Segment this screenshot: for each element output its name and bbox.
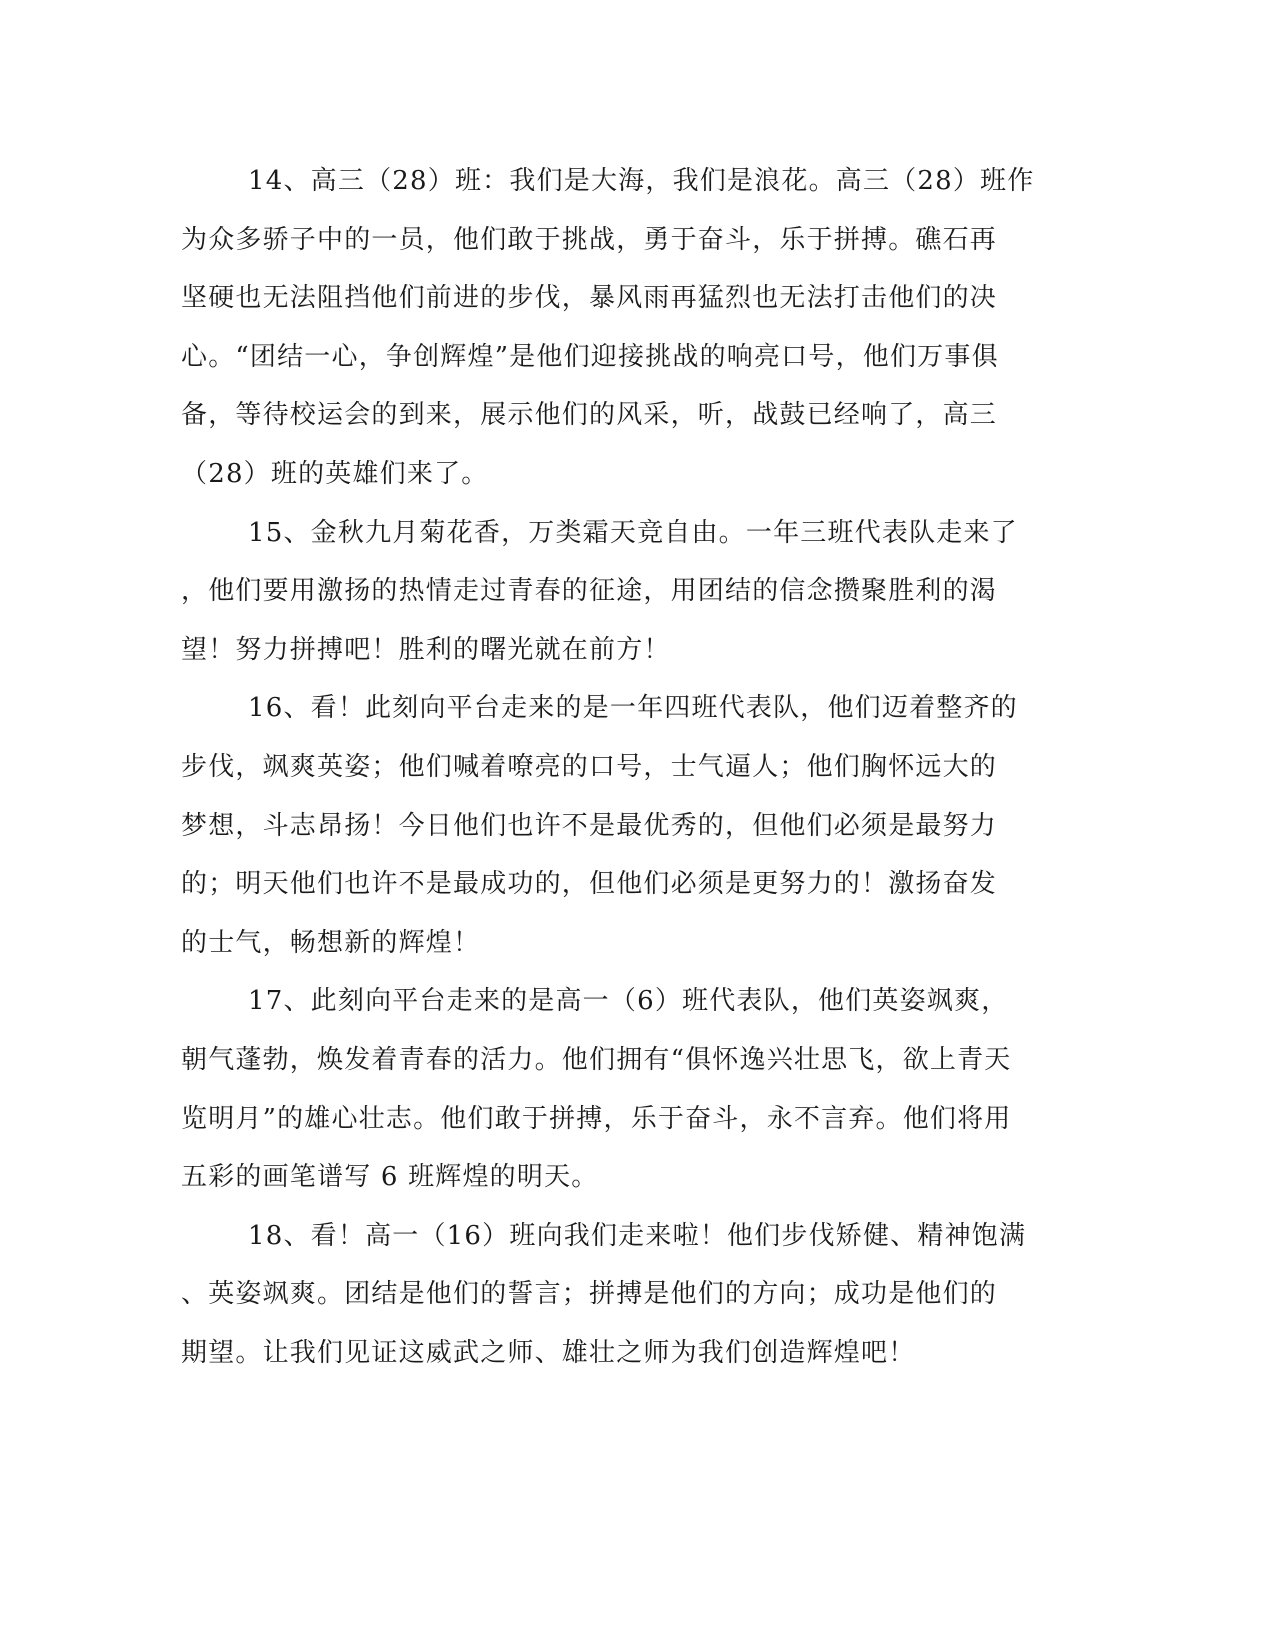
paragraph-14-line-1: 14、高三（28）班：我们是大海，我们是浪花。高三（28）班作 [248, 166, 1035, 196]
paragraph-16-line-1: 16、看！此刻向平台走来的是一年四班代表队，他们迈着整齐的 [248, 693, 1018, 723]
paragraph-14-line-6: （28）班的英雄们来了。 [181, 459, 489, 489]
paragraph-16-line-4: 的；明天他们也许不是最成功的，但他们必须是更努力的！激扬奋发 [181, 869, 998, 899]
paragraph-14-line-4: 心。“团结一心，争创辉煌”是他们迎接挑战的响亮口号，他们万事俱 [181, 342, 999, 372]
paragraph-16-line-2: 步伐，飒爽英姿；他们喊着嘹亮的口号，士气逼人；他们胸怀远大的 [181, 752, 998, 782]
paragraph-17-line-2: 朝气蓬勃，焕发着青春的活力。他们拥有“俱怀逸兴壮思飞，欲上青天 [181, 1045, 1012, 1075]
paragraph-14-line-5: 备，等待校运会的到来，展示他们的风采，听，战鼓已经响了，高三 [181, 400, 998, 430]
paragraph-16-line-5: 的士气，畅想新的辉煌！ [181, 928, 481, 958]
paragraph-17-line-4: 五彩的画笔谱写 6 班辉煌的明天。 [181, 1162, 599, 1192]
paragraph-17-line-1: 17、此刻向平台走来的是高一（6）班代表队，他们英姿飒爽， [248, 986, 1009, 1016]
paragraph-15-line-1: 15、金秋九月菊花香，万类霜天竞自由。一年三班代表队走来了 [248, 518, 1018, 548]
paragraph-18-line-3: 期望。让我们见证这威武之师、雄壮之师为我们创造辉煌吧！ [181, 1338, 916, 1368]
paragraph-14-line-2: 为众多骄子中的一员，他们敢于挑战，勇于奋斗，乐于拼搏。礁石再 [181, 225, 998, 255]
paragraph-18-line-1: 18、看！高一（16）班向我们走来啦！他们步伐矫健、精神饱满 [248, 1221, 1027, 1251]
paragraph-17-line-3: 览明月”的雄心壮志。他们敢于拼搏，乐于奋斗，永不言弃。他们将用 [181, 1104, 1012, 1134]
paragraph-16-line-3: 梦想，斗志昂扬！今日他们也许不是最优秀的，但他们必须是最努力 [181, 811, 998, 841]
paragraph-18-line-2: 、英姿飒爽。团结是他们的誓言；拼搏是他们的方向；成功是他们的 [181, 1279, 998, 1309]
paragraph-15-line-3: 望！努力拼搏吧！胜利的曙光就在前方！ [181, 635, 671, 665]
paragraph-14-line-3: 坚硬也无法阻挡他们前进的步伐，暴风雨再猛烈也无法打击他们的决 [181, 283, 998, 313]
paragraph-15-line-2: ，他们要用激扬的热情走过青春的征途，用团结的信念攒聚胜利的渴 [181, 576, 998, 606]
